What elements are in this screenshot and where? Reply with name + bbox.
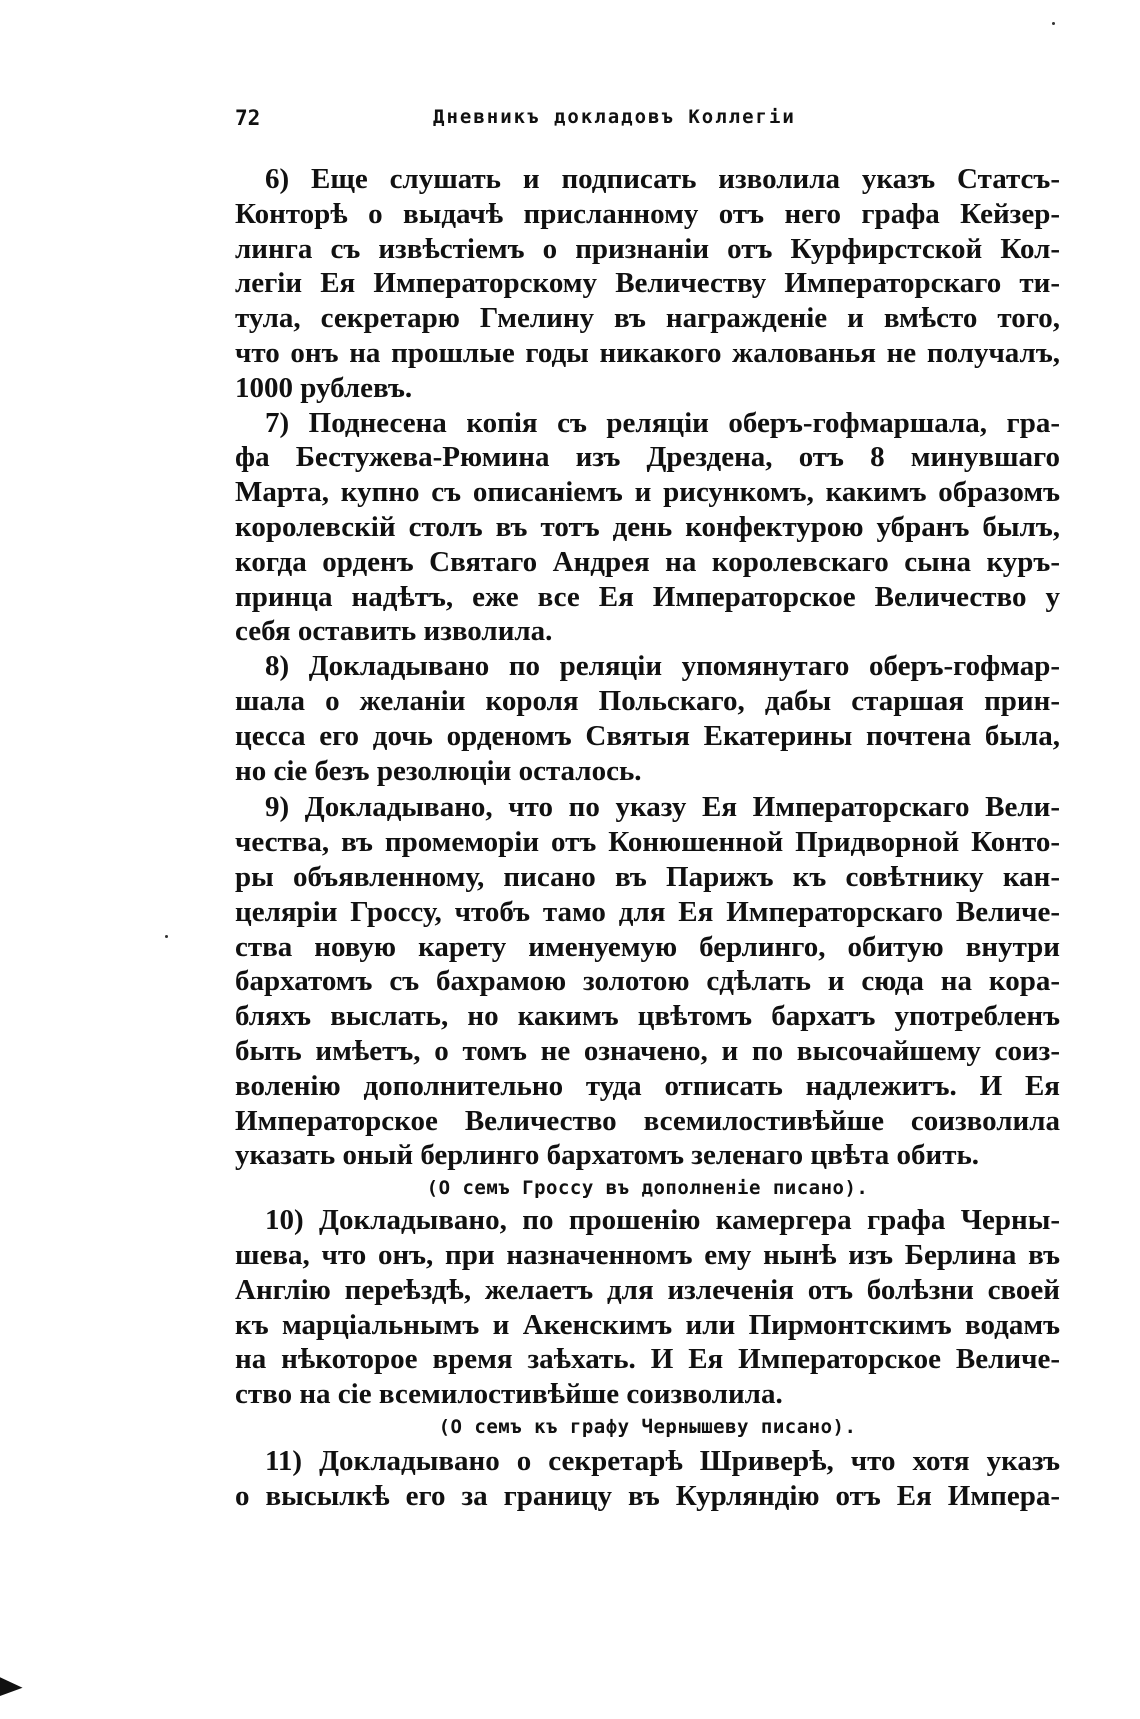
paragraph-note: (О семъ Гроссу въ дополненіе писано). bbox=[426, 1177, 869, 1200]
paragraph-10 bbox=[235, 1203, 1060, 1442]
text-line: шева, что онъ, при назначенномъ ему нынѣ изъ Берлина въ bbox=[235, 1238, 1060, 1271]
text-body bbox=[235, 162, 1060, 1513]
text-line: фа Бестужева-Рюмина изъ Дрездена, отъ 8 минувшаго bbox=[235, 441, 1060, 474]
text-line: легіи Ея Императорскому Величеству Императорскаго ти- bbox=[235, 267, 1060, 300]
text-line: ры объявленному, писано въ Парижъ къ совѣтнику кан- bbox=[235, 860, 1060, 893]
text-line: но сіе безъ резолюціи осталось. bbox=[235, 754, 642, 787]
text-line: линга съ извѣстіемъ о признаніи отъ Курфирстской Кол- bbox=[235, 232, 1060, 265]
text-line: 9) Докладывано, что по указу Ея Императорскаго Вели- bbox=[265, 791, 1060, 824]
paragraph-7 bbox=[235, 406, 1060, 650]
text-line: бархатомъ съ бахрамою золотою сдѣлать и сюда на кора- bbox=[235, 965, 1060, 998]
text-line: принца надѣтъ, еже все Ея Императорское Величество у bbox=[235, 580, 1060, 613]
text-line: указать оный берлинго бархатомъ зеленаго цвѣта обить. bbox=[235, 1139, 980, 1172]
text-line: ства новую карету именуемую берлинго, обитую внутри bbox=[235, 930, 1060, 963]
text-line: воленію дополнительно туда отписать надлежитъ. И Ея bbox=[235, 1069, 1060, 1102]
paragraph-9 bbox=[235, 790, 1060, 1203]
paragraph-11 bbox=[235, 1444, 1060, 1514]
text-line: Англію переѣздѣ, желаетъ для излеченія отъ болѣзни своей bbox=[235, 1273, 1060, 1306]
text-line: целяріи Гроссу, чтобъ тамо для Ея Императорскаго Величе- bbox=[235, 895, 1060, 928]
running-head bbox=[235, 106, 1060, 140]
text-line: къ марціальнымъ и Акенскимъ или Пирмонтскимъ водамъ bbox=[235, 1308, 1060, 1341]
text-line: шала о желаніи короля Польскаго, дабы старшая прин- bbox=[235, 684, 1060, 717]
text-line: что онъ на прошлые годы никакого жалованья не получалъ, bbox=[235, 336, 1060, 369]
text-line: 7) Поднесена копія съ реляціи оберъ-гофмаршала, гра- bbox=[265, 406, 1060, 439]
page-number: 72 bbox=[235, 106, 261, 130]
text-line: когда орденъ Святаго Андрея на королевскаго сына куръ- bbox=[235, 545, 1060, 578]
scan-speck bbox=[165, 935, 168, 938]
text-line: бляхъ выслать, но какимъ цвѣтомъ бархатъ употребленъ bbox=[235, 1000, 1060, 1033]
paragraph-note: (О семъ къ графу Чернышеву писано). bbox=[438, 1415, 857, 1438]
text-line: о высылкѣ его за границу въ Курляндію отъ Ея Импера- bbox=[235, 1479, 1060, 1512]
text-line: Марта, купно съ описаніемъ и рисункомъ, какимъ образомъ bbox=[235, 476, 1060, 509]
text-line: себя оставить изволила. bbox=[235, 615, 553, 648]
text-line: 10) Докладывано, по прошенію камергера графа Черны- bbox=[265, 1204, 1060, 1237]
scan-speck bbox=[1052, 22, 1055, 25]
text-line: Императорское Величество всемилостивѣйше соизволила bbox=[235, 1104, 1060, 1137]
text-line: Конторѣ о выдачѣ присланному отъ него графа Кейзер- bbox=[235, 197, 1060, 230]
text-line: 6) Еще слушать и подписать изволила указъ Статсъ- bbox=[265, 163, 1060, 195]
text-line: 1000 рублевъ. bbox=[235, 371, 413, 404]
running-title: Дневникъ докладовъ Коллегіи bbox=[433, 106, 796, 128]
text-line: 8) Докладывано по реляціи упомянутаго оберъ-гофмар- bbox=[265, 650, 1060, 683]
text-line: ство на сіе всемилостивѣйше соизволила. bbox=[235, 1378, 783, 1411]
text-line: королевскій столъ въ тотъ день конфектурою убранъ былъ, bbox=[235, 510, 1060, 543]
text-line: 11) Докладывано о секретарѣ Шриверѣ, что хотя указъ bbox=[265, 1444, 1060, 1477]
text-line: тула, секретарю Гмелину въ награжденіе и вмѣсто того, bbox=[235, 302, 1060, 335]
text-line: чества, въ промеморіи отъ Конюшенной Придворной Конто- bbox=[235, 826, 1060, 859]
text-line: на нѣкоторое время заѣхать. И Ея Императорское Величе- bbox=[235, 1343, 1060, 1376]
corner-mark-icon bbox=[0, 1665, 23, 1696]
paragraph-8 bbox=[235, 649, 1060, 788]
paragraph-6 bbox=[235, 162, 1060, 406]
text-line: быть имѣетъ, о томъ не означено, и по высочайшему соиз- bbox=[235, 1034, 1060, 1067]
text-line: цесса его дочь орденомъ Святыя Екатерины почтена была, bbox=[235, 719, 1060, 752]
